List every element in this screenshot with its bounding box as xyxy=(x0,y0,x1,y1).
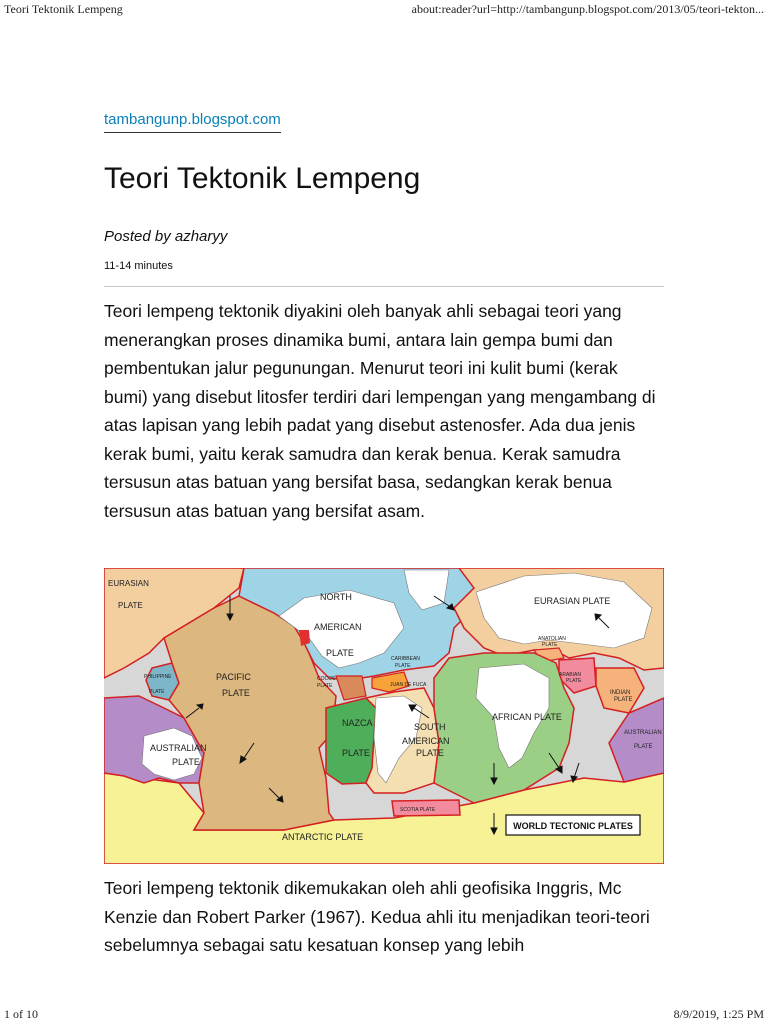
site-link[interactable]: tambangunp.blogspot.com xyxy=(104,111,281,133)
label-nazca: NAZCA xyxy=(342,718,373,728)
label-sa-american: AMERICAN xyxy=(402,736,450,746)
paragraph-continued: Teori lempeng tektonik dikemukakan oleh ahli geofisika Inggris, Mc Kenzie dan Robert Parker (1967). Kedua ahli itu menjadikan teori-teori sebelumnya sebagai satu kesatuan konsep yang lebih xyxy=(104,878,650,955)
label-philippine: PHILIPPINE xyxy=(144,674,172,680)
label-american: AMERICAN xyxy=(314,622,362,632)
label-australian-east-plate: PLATE xyxy=(634,744,653,750)
label-indian: INDIAN xyxy=(610,690,631,696)
label-nazca-plate: PLATE xyxy=(342,748,370,758)
page-url[interactable]: about:reader?url=http://tambangunp.blogspot.com/2013/05/teori-tekton... xyxy=(411,2,764,16)
reader-footer xyxy=(4,1006,764,1022)
article-title: Teori Tektonik Lempeng xyxy=(104,162,421,195)
label-eurasian-east: EURASIAN PLATE xyxy=(534,596,611,606)
label-caribbean-plate: PLATE xyxy=(395,663,411,669)
byline: Posted by azharyy xyxy=(104,228,228,245)
label-eurasian-west: EURASIAN xyxy=(108,579,149,588)
tectonic-plates-map xyxy=(104,568,664,864)
label-south: SOUTH xyxy=(414,722,446,732)
read-time: 11-14 minutes xyxy=(104,260,173,272)
label-antarctic: ANTARCTIC PLATE xyxy=(282,832,364,842)
map-legend: WORLD TECTONIC PLATES xyxy=(513,821,633,831)
label-anatolian-plate: PLATE xyxy=(542,642,558,648)
label-cocos: COCOS xyxy=(317,676,336,682)
print-datetime: 8/9/2019, 1:25 PM xyxy=(673,1007,764,1021)
label-anatolian: ANATOLIAN xyxy=(538,636,566,642)
label-pacific: PACIFIC xyxy=(216,672,251,682)
label-sa-plate: PLATE xyxy=(416,748,444,758)
label-pacific-plate: PLATE xyxy=(222,688,250,698)
label-indian-plate: PLATE xyxy=(614,697,633,703)
label-caribbean: CARIBBEAN xyxy=(391,656,420,662)
label-arabian-plate: PLATE xyxy=(566,678,582,684)
label-eurasian-west-plate: PLATE xyxy=(118,601,143,610)
page-tab-title: Teori Tektonik Lempeng xyxy=(4,2,123,16)
label-australian-west-plate: PLATE xyxy=(172,757,200,767)
nazca-plate xyxy=(326,698,376,784)
label-african: AFRICAN PLATE xyxy=(492,712,562,722)
label-cocos-plate: PLATE xyxy=(317,683,333,689)
label-arabian: ARABIAN xyxy=(559,672,581,678)
label-na-plate: PLATE xyxy=(326,648,354,658)
reader-header xyxy=(4,2,764,18)
label-australian-east: AUSTRALIAN xyxy=(624,730,662,736)
label-australian-west: AUSTRALIAN xyxy=(150,743,207,753)
label-philippine-plate: PLATE xyxy=(149,689,165,695)
label-juan-de-fuca: JUAN DE FUCA xyxy=(390,682,427,688)
label-scotia: SCOTIA PLATE xyxy=(400,807,436,813)
page-number: 1 of 10 xyxy=(4,1007,38,1021)
paragraph-intro: Teori lempeng tektonik diyakini oleh banyak ahli sebagai teori yang menerangkan proses dinamika bumi, antara lain gempa bumi dan pembentukan jalur pegunungan. Menurut teori ini kulit bumi (kerak bumi) yang disebut litosfer terdiri dari lempengan yang mengambang di atas lapisan yang lebih padat yang disebut astenosfer. Ada dua jenis kerak bumi, yaitu kerak samudra dan kerak benua. Kerak samudra tersusun atas batuan yang bersifat basa, sedangkan kerak benua tersusun atas batuan yang bersifat asam. xyxy=(104,301,656,521)
divider xyxy=(104,286,664,287)
label-north: NORTH xyxy=(320,592,352,602)
